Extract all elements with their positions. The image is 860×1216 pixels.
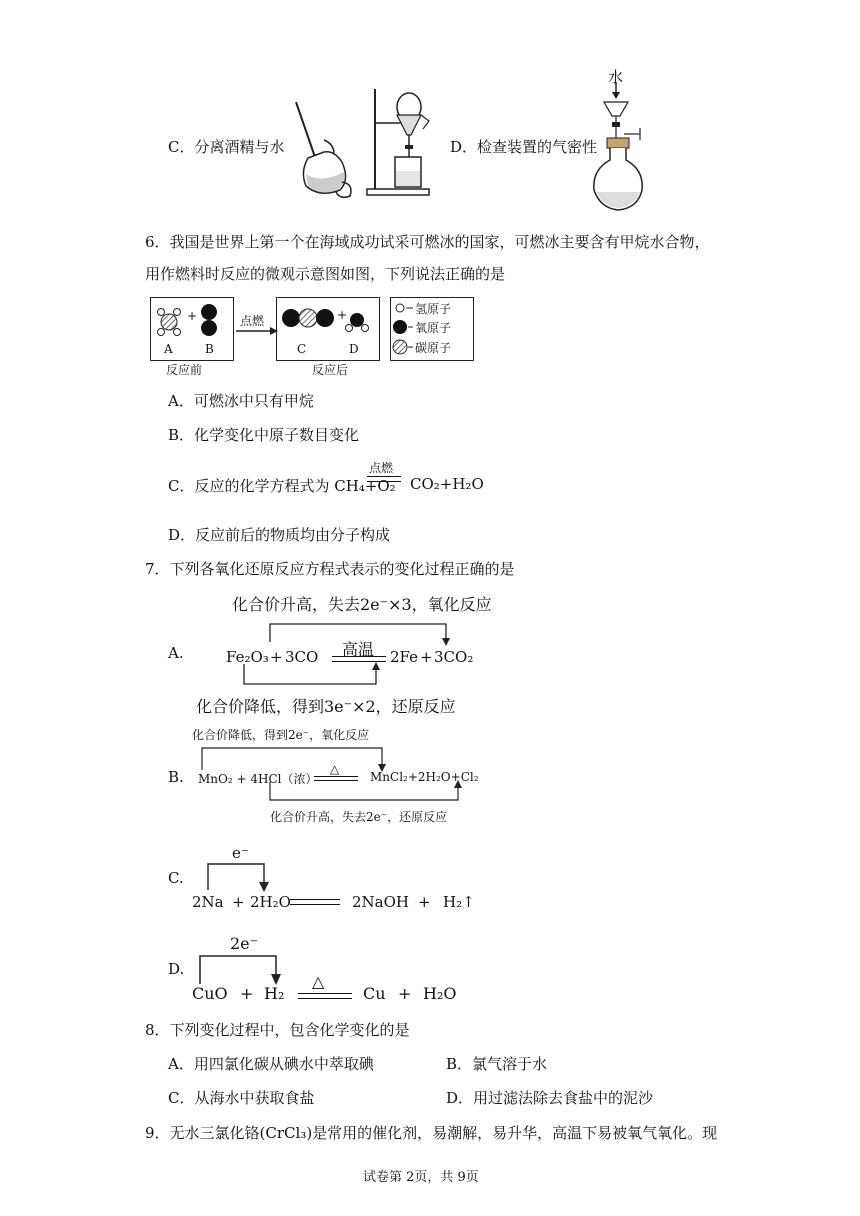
q6-option-d: D．反应前后的物质均由分子构成 [168,526,391,544]
legend-hydrogen: 氢原子 [415,302,452,316]
label-b: B [205,342,214,356]
q7a-plus1: + [270,648,283,666]
q7a-lhs2: 3CO [285,648,319,666]
before-reaction-box [150,297,234,361]
q7b-lhs: MnO₂ + 4HCl（浓） [198,772,318,786]
q8-option-a: A．用四氯化碳从碘水中萃取碘 [168,1055,374,1073]
q7c-plus2: + [418,893,431,911]
q7d-rhs2: H₂O [423,984,457,1003]
q9-stem: 9．无水三氯化铬(CrCl₃)是常用的催化剂，易潮解，易升华，高温下易被氧气氧化。现 [145,1124,718,1142]
q7a-label: A. [168,644,184,662]
label-a: A [164,342,173,356]
separating-flask-pour-illustration [290,100,370,200]
q6-option-b: B．化学变化中原子数目变化 [168,426,360,444]
q7b-condition: △ [330,762,340,776]
q7d-condition: △ [312,972,325,991]
reaction-arrow [234,326,280,336]
q7-stem: 7．下列各氧化还原反应方程式表示的变化过程正确的是 [145,560,515,578]
q7a-lhs1: Fe₂O₃ [226,648,269,666]
q7a-rhs1: 2Fe [390,648,419,666]
q6-option-c: C．反应的化学方程式为 CH₄+O₂ [168,477,396,495]
q7a-equals [332,656,386,662]
q7c-rhs1: 2NaOH [352,893,409,911]
q7d-lhs1: CuO [192,984,228,1003]
q7d-lhs2: H₂ [264,984,285,1003]
q7b-label: B. [168,768,184,786]
q7c-label: C. [168,869,184,887]
q7a-bottom-note: 化合价降低，得到3e⁻×2，还原反应 [196,697,456,716]
q7a-rhs2: 3CO₂ [434,648,474,666]
q7c-electron-arrow [200,860,280,894]
q7d-plus2: + [398,984,412,1003]
q7c-equals [290,899,340,905]
airtightness-flask-illustration [590,82,670,217]
legend-oxygen: 氧原子 [415,321,452,335]
q7d-rhs1: Cu [363,984,386,1003]
before-label: 反应前 [166,363,203,377]
q7d-electron-arrow [194,950,294,988]
q7d-equals [298,993,352,999]
q6-c-condition: 点燃 [369,461,394,475]
q7d-electron: 2e⁻ [230,934,259,953]
equals-sign [367,476,401,482]
q7c-electron: e⁻ [232,844,249,862]
after-label: 反应后 [312,363,349,377]
q7c-lhs2: 2H₂O [250,893,291,911]
q7b-bottom-note: 化合价升高，失去2e⁻，还原反应 [270,810,448,824]
ignite-label: 点燃 [240,314,265,328]
after-reaction-box [276,297,380,361]
legend-carbon: 碳原子 [415,341,452,355]
q6-stem-line2: 用作燃料时反应的微观示意图如图，下列说法正确的是 [145,265,506,283]
page-footer: 试卷第 2页，共 9页 [363,1170,479,1185]
q8-stem: 8．下列变化过程中，包含化学变化的是 [145,1021,410,1039]
label-d: D [349,342,359,356]
q7d-label: D. [168,960,185,978]
plus-sign: + [187,309,198,323]
q7c-plus1: + [232,893,245,911]
q7c-rhs2: H₂↑ [443,893,475,911]
q7b-top-note: 化合价降低，得到2e⁻，氧化反应 [192,728,370,742]
q7d-plus1: + [240,984,254,1003]
q7b-rhs: MnCl₂+2H₂O+Cl₂ [370,770,479,784]
plus-sign-after: + [337,308,348,322]
separatory-funnel-setup-illustration [365,85,445,197]
label-c: C [297,342,307,356]
q7c-lhs1: 2Na [192,893,224,911]
q8-option-d: D．用过滤法除去食盐中的泥沙 [446,1089,654,1107]
water-label: 水 [608,68,624,86]
legend-box [390,297,474,361]
q6-c-products: CO₂+H₂O [410,475,484,493]
q7b-equals [314,776,358,781]
q8-option-c: C．从海水中获取食盐 [168,1089,315,1107]
q6-option-a: A．可燃冰中只有甲烷 [168,392,314,410]
q8-option-b: B．氯气溶于水 [446,1055,548,1073]
q5-option-c: C．分离酒精与水 [168,138,285,156]
q7a-condition: 高温 [342,640,375,659]
q7a-top-note: 化合价升高，失去2e⁻×3，氧化反应 [232,595,492,614]
q7a-plus2: + [420,648,433,666]
q6-stem-line1: 6．我国是世界上第一个在海域成功试采可燃冰的国家，可燃冰主要含有甲烷水合物， [145,233,710,251]
q5-option-d: D．检查装置的气密性 [450,138,598,156]
